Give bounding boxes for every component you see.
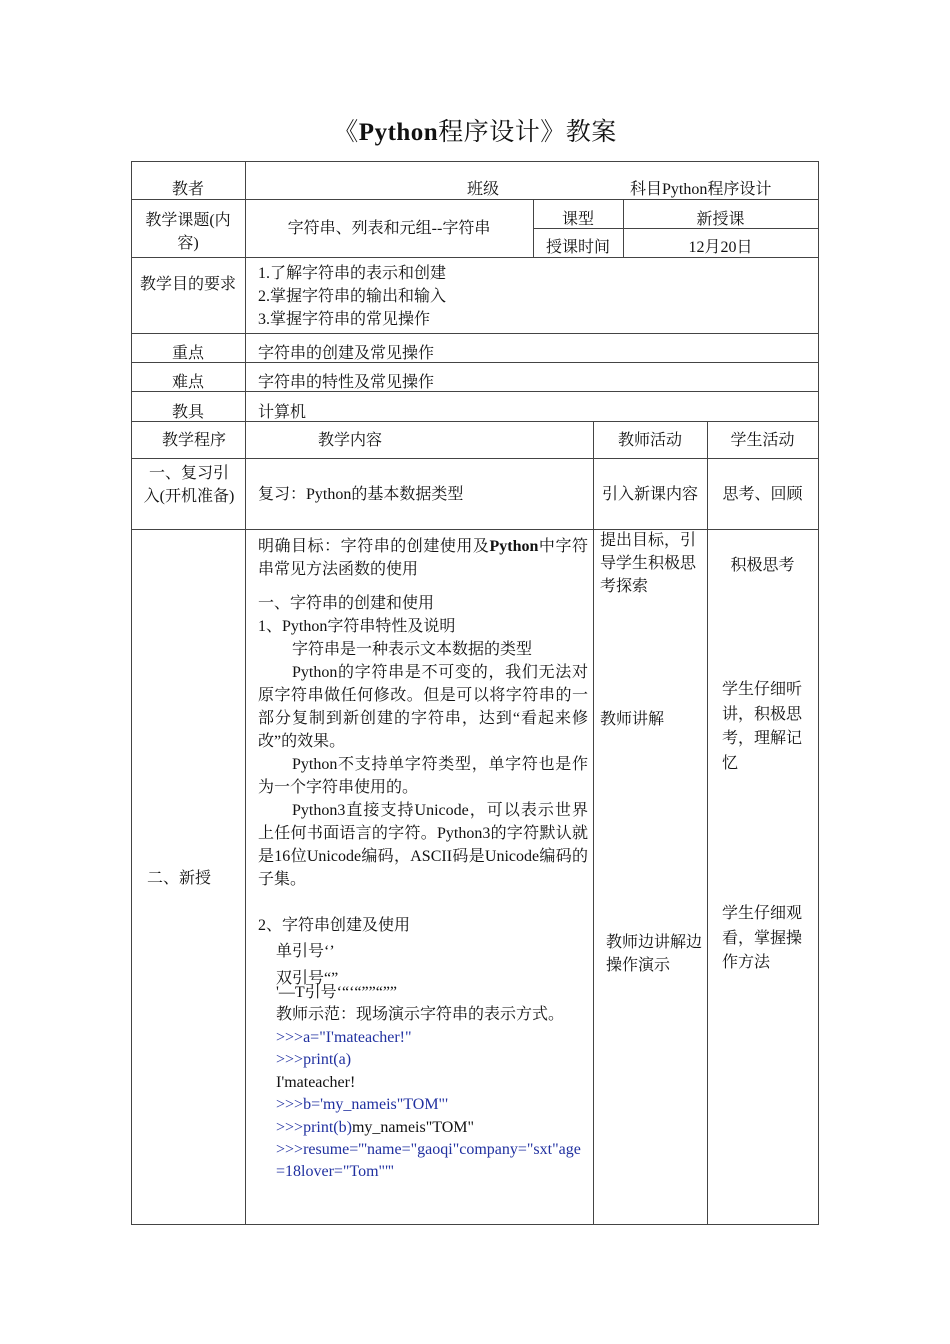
demo-text: 教师示范：现场演示字符串的表示方式。 [276, 1006, 565, 1023]
paragraph: Python的字符串是不可变的，我们无法对原字符串做任何修改。但是可以将字符串的一部分复制到新创建的字符串，达到“看起来修改”的效果。 [258, 664, 588, 750]
time-value: 12月20日 [688, 239, 753, 256]
goal-item: 3.掌握字符串的常见操作 [258, 311, 431, 328]
code-line: >>>b='my_nameis"TOM"' [276, 1096, 448, 1114]
quote-single: 单引号‘’ [276, 943, 335, 960]
key-point-value: 字符串的创建及常见操作 [258, 345, 435, 362]
goal-text: 明确目标：字符串的创建使用及 [258, 538, 490, 555]
student-activity-3: 学生仔细观看，掌握操作方法 [722, 905, 803, 971]
quote-triple: '—T引号‘“‘“””“”” [276, 984, 398, 1001]
type-label: 课型 [561, 211, 594, 228]
difficulty-label: 难点 [171, 374, 204, 391]
class-label: 班级 [467, 181, 500, 198]
subsection-heading-2: 2、字符串创建及使用 [258, 917, 411, 934]
review-teacher: 引入新课内容 [601, 486, 698, 503]
subsection-heading: 1、Python字符串特性及说明 [258, 618, 456, 635]
code-sample [276, 1027, 588, 1184]
goals-label: 教学目的要求 [140, 276, 237, 293]
new-procedure: 二、新授 [147, 870, 212, 887]
code-line: >>>a="I'mateacher!" [276, 1029, 412, 1046]
code-line: >>>print(b) [276, 1118, 352, 1136]
title-bold: Python [358, 119, 439, 146]
subject-field [630, 178, 771, 201]
goal-statement [258, 535, 588, 581]
col-student: 学生活动 [730, 432, 795, 449]
title-prefix: 《 [333, 119, 359, 146]
subject-value: Python程序设计 [662, 181, 772, 198]
teacher-label: 教者 [171, 181, 204, 198]
col-content: 教学内容 [317, 432, 382, 449]
title-suffix: 程序设计》教案 [438, 119, 617, 146]
code-line: =18lover="Tom"''' [276, 1163, 394, 1181]
teacher-activity-3: 教师边讲解边操作演示 [606, 934, 703, 974]
type-value: 新授课 [696, 211, 745, 228]
code-line: >>>print(a) [276, 1051, 352, 1069]
goal-text-2: 中字符串常见方法函数的使用 [258, 538, 588, 578]
section-1 [258, 592, 588, 891]
subject-label: 科目 [630, 181, 663, 198]
teacher-activity-1: 提出目标，引导学生积极思考探索 [600, 532, 697, 595]
review-student: 思考、回顾 [722, 486, 803, 503]
paragraph: Python不支持单字符类型，单字符也是作为一个字符串使用的。 [258, 756, 588, 796]
difficulty-value: 字符串的特性及常见操作 [258, 374, 435, 391]
tools-label: 教具 [171, 404, 204, 421]
code-output: my_nameis"TOM" [351, 1118, 475, 1136]
goal-item: 1.了解字符串的表示和创建 [258, 265, 447, 282]
student-activity-2: 学生仔细听讲，积极思考，理解记忆 [722, 681, 803, 772]
goal-item: 2.掌握字符串的输出和输入 [258, 288, 447, 305]
goal-bold: Python [489, 538, 539, 555]
student-activity-1: 积极思考 [730, 557, 795, 574]
paragraph: 字符串是一种表示文本数据的类型 [292, 641, 533, 658]
paragraph: Python3直接支持Unicode，可以表示世界上任何书面语言的字符。Python3的字符默认就是16位Unicode编码，ASCII码是Unicode编码的子集。 [258, 802, 588, 888]
topic-value: 字符串、列表和元组--字符串 [287, 220, 491, 237]
review-procedure: 一、复习引入(开机准备) [143, 465, 235, 505]
topic-label: 教学课题(内容) [145, 212, 231, 252]
time-label: 授课时间 [545, 239, 610, 256]
code-output: I'mateacher! [276, 1073, 356, 1091]
col-teacher: 教师活动 [617, 432, 682, 449]
goals-list [258, 262, 588, 331]
quote-double: 双引号“” [276, 970, 339, 987]
code-line: >>>resume='''name="gaoqi"company="sxt"age [276, 1141, 581, 1159]
section-heading: 一、字符串的创建和使用 [258, 595, 435, 612]
page-title [0, 112, 950, 148]
review-content: 复习：Python的基本数据类型 [258, 486, 464, 503]
key-point-label: 重点 [171, 345, 204, 362]
teacher-activity-2: 教师讲解 [600, 711, 665, 728]
col-procedure: 教学程序 [161, 432, 226, 449]
tools-value: 计算机 [258, 404, 307, 421]
